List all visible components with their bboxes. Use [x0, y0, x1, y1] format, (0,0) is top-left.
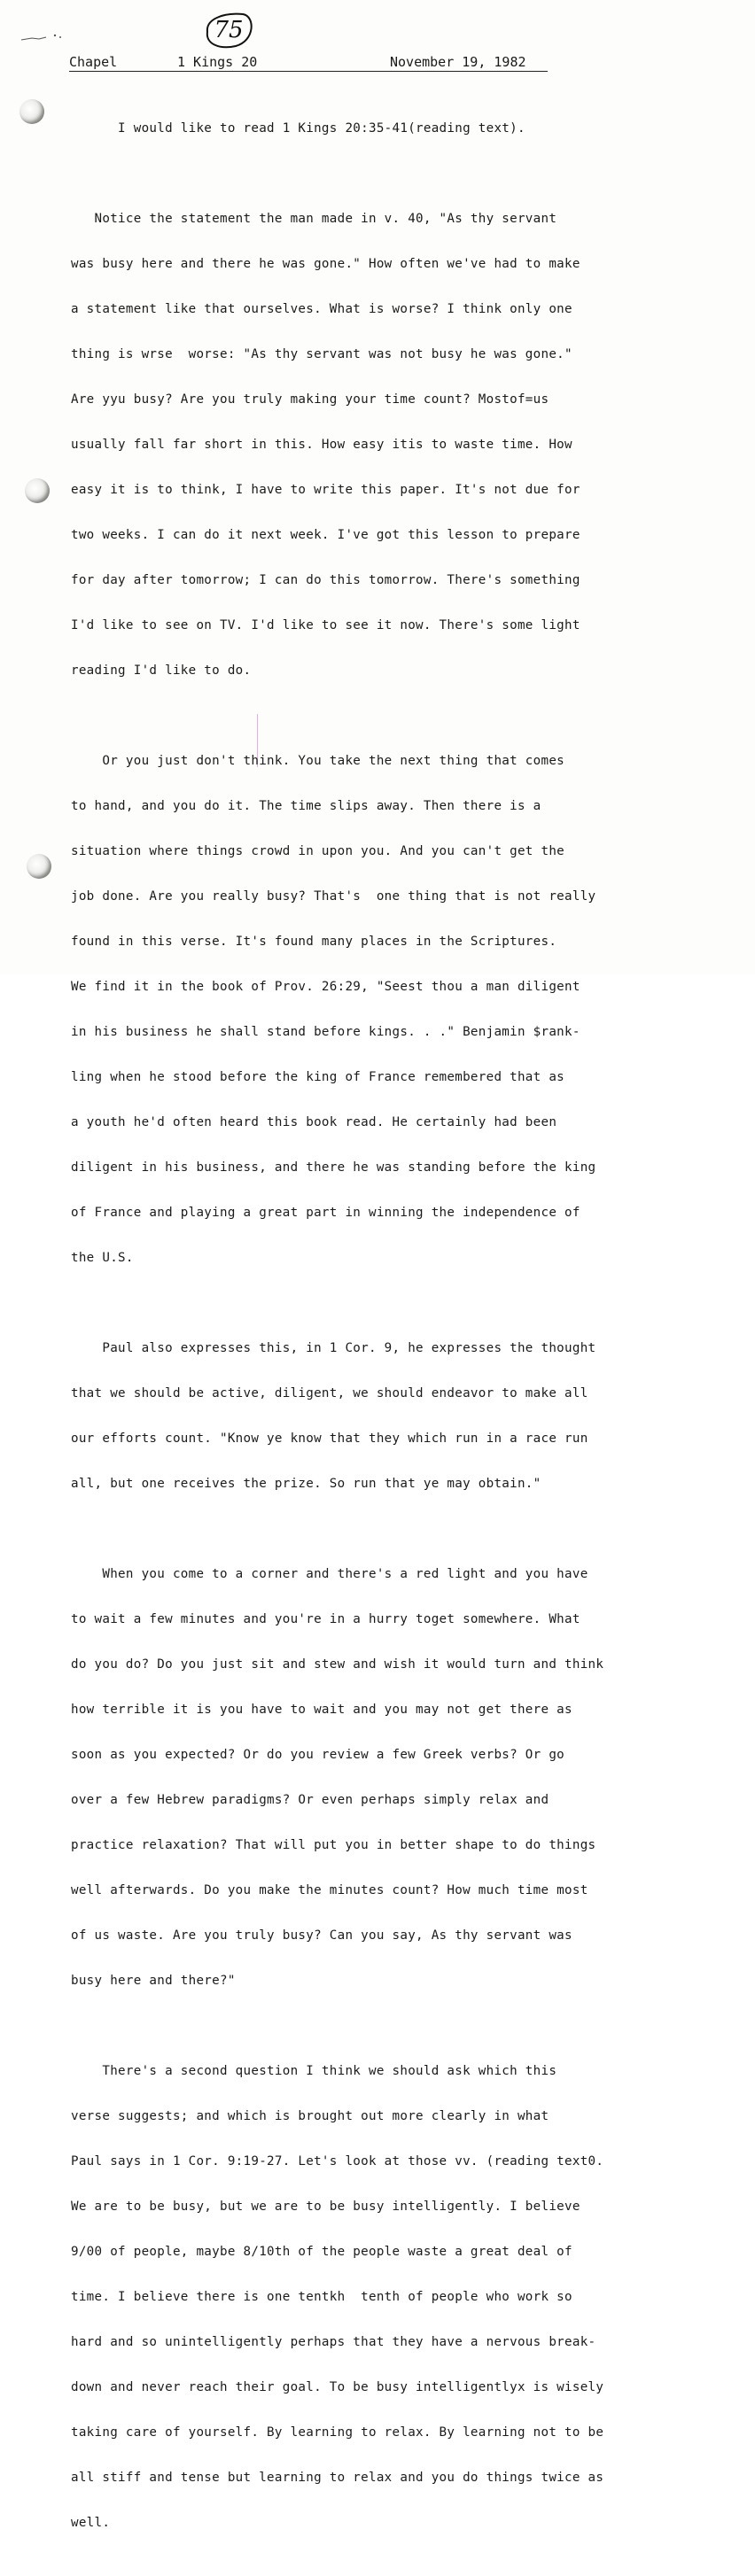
text-line: thing is wrse worse: "As thy servant was not busy he was gone."	[71, 347, 572, 361]
text-line: all stiff and tense but learning to relax and you do things twice as	[71, 2471, 604, 2485]
header-chapel: Chapel	[69, 54, 118, 70]
text-line: Or you just don't think. You take the next thing that comes	[71, 754, 565, 768]
text-line: in his business he shall stand before kings. . ." Benjamin $rank-	[71, 1025, 580, 1039]
text-line: We are to be busy, but we are to be busy intelligently. I believe	[71, 2200, 580, 2214]
paragraph-intro	[71, 91, 702, 167]
text-line: well.	[71, 2516, 111, 2530]
binder-hole-top	[19, 99, 44, 124]
text-line: do you do? Do you just sit and stew and wish it would turn and think	[71, 1657, 604, 1672]
text-line: for day after tomorrow; I can do this tomorrow. There's something	[71, 573, 580, 587]
text-line: I would like to read 1 Kings 20:35-41(reading text).	[71, 121, 525, 136]
text-line: to hand, and you do it. The time slips away. Then there is a	[71, 799, 541, 813]
text-line: practice relaxation? That will put you in better shape to do things	[71, 1838, 596, 1852]
text-line: time. I believe there is one tentkh tenth of people who work so	[71, 2290, 572, 2304]
paragraph-paul	[71, 1311, 702, 1522]
text-line: was busy here and there he was gone." How often we've had to make	[71, 257, 580, 271]
text-line: our efforts count. "Know ye know that they which run in a race run	[71, 1432, 588, 1446]
text-line: verse suggests; and which is brought out more clearly in what	[71, 2109, 549, 2123]
text-line: down and never reach their goal. To be busy intelligentlyx is wisely	[71, 2380, 604, 2394]
text-line: When you come to a corner and there's a red light and you have	[71, 1567, 588, 1581]
text-line: of France and playing a great part in winning the independence of	[71, 1206, 580, 1220]
header-scripture-reference: 1 Kings 20	[177, 54, 258, 70]
header-date: November 19, 1982	[390, 54, 526, 70]
page-header	[69, 53, 548, 72]
text-line: hard and so unintelligently perhaps that they have a nervous break-	[71, 2335, 596, 2349]
paragraph-notice	[71, 182, 702, 709]
text-line: There's a second question I think we should ask which this	[71, 2064, 557, 2078]
handwritten-page-number	[200, 9, 257, 51]
text-line: situation where things crowd in upon you. And you can't get the	[71, 844, 565, 858]
text-line: that we should be active, diligent, we should endeavor to make all	[71, 1386, 588, 1401]
text-line: all, but one receives the prize. So run that ye may obtain."	[71, 1477, 541, 1491]
text-line: to wait a few minutes and you're in a hurry toget somewhere. What	[71, 1612, 580, 1626]
text-line: easy it is to think, I have to write this paper. It's not due for	[71, 483, 580, 497]
text-line: well afterwards. Do you make the minutes count? How much time most	[71, 1883, 588, 1897]
text-line: Are yyu busy? Are you truly making your time count? Mostof=us	[71, 392, 549, 407]
text-line: ling when he stood before the king of France remembered that as	[71, 1070, 565, 1084]
text-line: 9/00 of people, maybe 8/10th of the people waste a great deal of	[71, 2245, 572, 2259]
text-line: job done. Are you really busy? That's one thing that is not really	[71, 889, 596, 904]
text-line: soon as you expected? Or do you review a few Greek verbs? Or go	[71, 1748, 565, 1762]
text-line: two weeks. I can do it next week. I've got this lesson to prepare	[71, 528, 580, 542]
text-line: diligent in his business, and there he was standing before the king	[71, 1160, 596, 1175]
paragraph-dont-think	[71, 724, 702, 1296]
text-line: We find it in the book of Prov. 26:29, "Seest thou a man diligent	[71, 980, 580, 994]
page-number-value: 75	[214, 17, 244, 43]
paragraph-second-question	[71, 2034, 702, 2561]
pen-mark	[19, 32, 64, 43]
text-line: over a few Hebrew paradigms? Or even perhaps simply relax and	[71, 1793, 549, 1807]
text-line: the U.S.	[71, 1251, 134, 1265]
sermon-text	[71, 91, 702, 2576]
text-line: a statement like that ourselves. What is worse? I think only one	[71, 302, 572, 316]
text-line: Notice the statement the man made in v. 40, "As thy servant	[71, 212, 557, 226]
text-line: usually fall far short in this. How easy itis to waste time. How	[71, 438, 572, 452]
binder-hole-middle	[25, 478, 50, 503]
text-line: found in this verse. It's found many places in the Scriptures.	[71, 935, 557, 949]
text-line: busy here and there?"	[71, 1974, 236, 1988]
text-line: Paul also expresses this, in 1 Cor. 9, he expresses the thought	[71, 1341, 596, 1355]
text-line: of us waste. Are you truly busy? Can you say, As thy servant was	[71, 1928, 572, 1943]
text-line: I'd like to see on TV. I'd like to see it now. There's some light	[71, 618, 580, 632]
paragraph-red-light	[71, 1537, 702, 2019]
text-line: how terrible it is you have to wait and you may not get there as	[71, 1703, 572, 1717]
binder-hole-bottom	[27, 854, 51, 879]
text-line: taking care of yourself. By learning to relax. By learning not to be	[71, 2425, 604, 2440]
text-line: Paul says in 1 Cor. 9:19-27. Let's look at those vv. (reading text0.	[71, 2154, 604, 2169]
text-line: reading I'd like to do.	[71, 663, 252, 678]
text-line: a youth he'd often heard this book read. He certainly had been	[71, 1115, 557, 1129]
